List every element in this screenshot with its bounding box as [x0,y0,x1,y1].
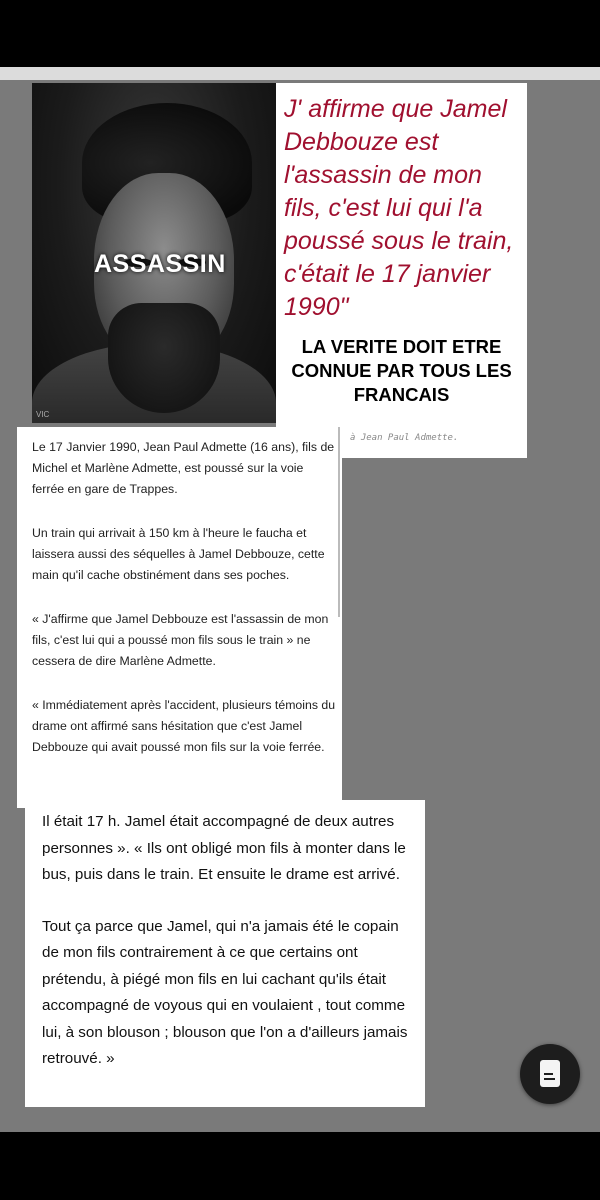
image-watermark: VIC [36,410,50,419]
byline: à Jean Paul Admette. [350,433,459,443]
article-paragraph: Un train qui arrivait à 150 km à l'heure le faucha et laissera aussi des séquelles à Jamel Debbouze, cette main qu'il cache obstinément dans ses poches. [32,526,325,582]
article-paragraph: Tout ça parce que Jamel, qui n'a jamais été le copain de mon fils contrairement à ce que certains ont prétendu, à piégé mon fils en lui cachant qu'ils était accompagné de voyous qui en voulaient , tout comme lui, à son blouson ; blouson que l'on a d'ailleurs jamais retrouvé. » [42,917,408,1067]
article-paragraph: Il était 17 h. Jamel était accompagné de deux autres personnes ». « Ils ont obligé mon fils à monter dans le bus, puis dans le train. Et ensuite le drame est arrivé. [42,813,406,883]
document-icon [540,1060,560,1087]
article-screenshot-2 [25,800,425,1107]
headline: LA VERITE DOIT ETRE CONNUE PAR TOUS LES FRANCAIS [291,336,512,405]
overlay-label: ASSASSIN [94,250,226,278]
portrait-image [32,83,276,423]
article-paragraph: Le 17 Janvier 1990, Jean Paul Admette (16 ans), fils de Michel et Marlène Admette, est poussé sur la voie ferrée en gare de Trappes. [32,440,335,496]
portrait-beard [108,303,220,413]
quote-card [276,83,527,458]
article-screenshot-1 [17,427,342,808]
article-paragraph: « J'affirme que Jamel Debbouze est l'assassin de mon fils, c'est lui qui a poussé mon fils sous le train » ne cessera de dire Marlène Admette. [32,612,329,668]
article-paragraph: « Immédiatement après l'accident, plusieurs témoins du drame ont affirmé sans hésitation que c'est Jamel Debbouze qui avait poussé mon fils sur la voie ferrée. [32,698,336,754]
article-scrollbar[interactable] [338,427,340,617]
document-button[interactable] [520,1044,580,1104]
bottom-bar [0,1132,600,1200]
quote-text: J' affirme que Jamel Debbouze est l'assassin de mon fils, c'est lui qui l'a poussé sous le train, c'était le 17 janvier 1990" [284,95,514,321]
top-status-bar [0,0,600,67]
top-divider-strip [0,67,600,80]
